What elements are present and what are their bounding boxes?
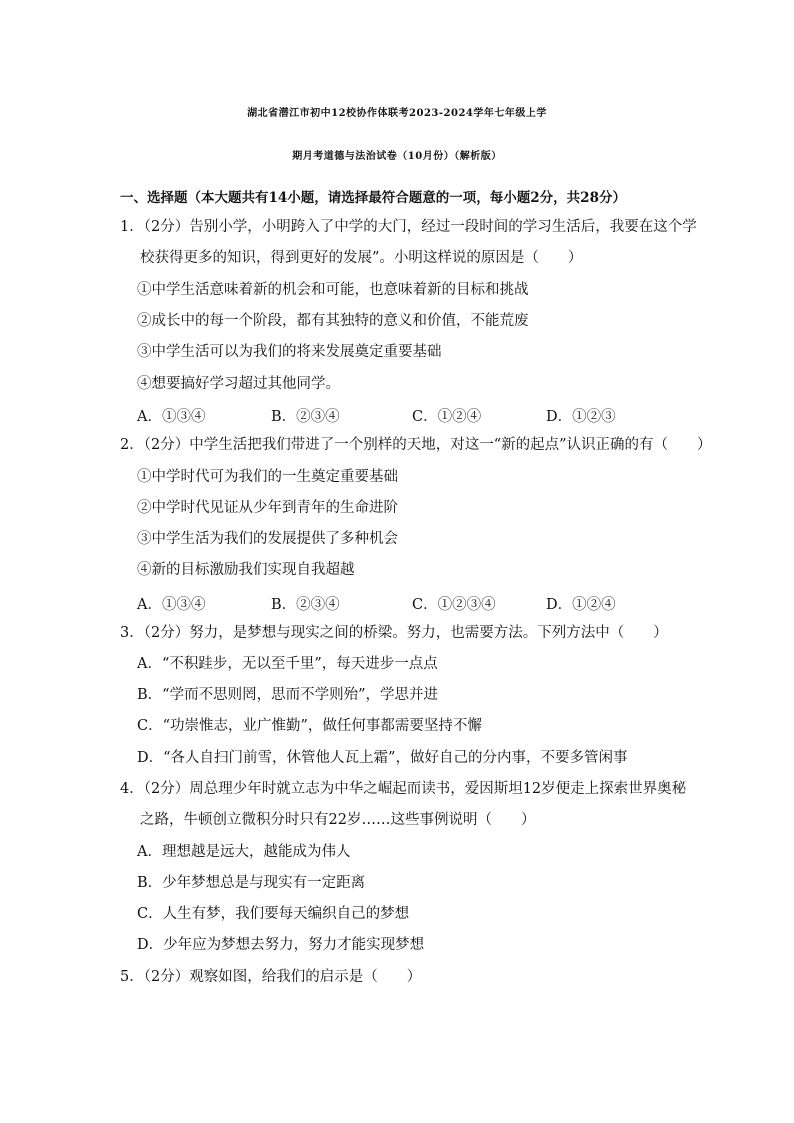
- question-2-statement-1: ①中学时代可为我们的一生奠定重要基础: [137, 469, 398, 485]
- question-3-option-d: D．“各人自扫门前雪，休管他人瓦上霜”，做好自己的分内事，不要多管闲事: [137, 750, 628, 766]
- question-2-choice-b: B．②③④: [271, 597, 340, 613]
- section-heading: 一、选择题（本大题共有14小题，请选择最符合题意的一项，每小题2分，共28分）: [120, 190, 626, 206]
- question-2-statement-2: ②中学时代见证从少年到青年的生命进阶: [137, 500, 398, 516]
- question-2-choices: [137, 593, 657, 611]
- question-4-option-c: C．人生有梦，我们要每天编织自己的梦想: [137, 906, 410, 922]
- exam-title-line-2: 期月考道德与法治试卷（10月份）（解析版）: [292, 151, 502, 162]
- question-4-stem-cont: 之路，牛顿创立微积分时只有22岁……这些事例说明（ ）: [140, 812, 536, 828]
- question-3-option-b: B．“学而不思则罔，思而不学则殆”，学思并进: [137, 687, 438, 703]
- question-1-statement-4: ④想要搞好学习超过其他同学。: [137, 376, 340, 392]
- question-3-option-a: A．“不积跬步，无以至千里”，每天进步一点点: [137, 656, 438, 672]
- question-1-choices: [137, 405, 657, 423]
- question-5-stem: 5．（2分）观察如图，给我们的启示是（ ）: [120, 969, 422, 985]
- question-1-choice-c: C．①②④: [412, 409, 482, 425]
- question-3-option-c: C．“功崇惟志，业广惟勤”，做任何事都需要坚持不懈: [137, 718, 482, 734]
- question-2-stem: 2．（2分）中学生活把我们带进了一个别样的天地，对这一“新的起点”认识正确的有（ ）: [120, 437, 712, 453]
- question-4-option-b: B．少年梦想总是与现实有一定距离: [137, 875, 366, 891]
- question-1-statement-1: ①中学生活意味着新的机会和可能，也意味着新的目标和挑战: [137, 282, 529, 298]
- question-3-stem: 3．（2分）努力，是梦想与现实之间的桥梁。努力，也需要方法。下列方法中（ ）: [120, 625, 668, 641]
- question-4-option-a: A．理想越是远大，越能成为伟人: [137, 844, 351, 860]
- question-1-choice-a: A．①③④: [137, 409, 206, 425]
- question-2-choice-c: C．①②③④: [412, 597, 496, 613]
- question-1-stem-cont: 校获得更多的知识，得到更好的发展”。小明这样说的原因是（ ）: [140, 250, 583, 266]
- question-2-statement-4: ④新的目标激励我们实现自我超越: [137, 562, 355, 578]
- question-2-statement-3: ③中学生活为我们的发展提供了多种机会: [137, 531, 398, 547]
- question-4-stem: 4．（2分）周总理少年时就立志为中华之崛起而读书，爱因斯坦12岁便走上探索世界奥秘: [120, 781, 687, 797]
- question-1-choice-d: D．①②③: [546, 409, 616, 425]
- question-1-choice-b: B．②③④: [271, 409, 340, 425]
- question-1-statement-3: ③中学生活可以为我们的将来发展奠定重要基础: [137, 344, 442, 360]
- question-4-option-d: D．少年应为梦想去努力，努力才能实现梦想: [137, 937, 425, 953]
- exam-title-line-1: 湖北省潜江市初中12校协作体联考2023-2024学年七年级上学: [247, 108, 547, 119]
- question-2-choice-a: A．①③④: [137, 597, 206, 613]
- question-1-statement-2: ②成长中的每一个阶段，都有其独特的意义和价值，不能荒废: [137, 313, 529, 329]
- question-2-choice-d: D．①②④: [546, 597, 616, 613]
- question-1-stem: 1．（2分）告别小学，小明跨入了中学的大门，经过一段时间的学习生活后，我要在这个学: [120, 219, 697, 235]
